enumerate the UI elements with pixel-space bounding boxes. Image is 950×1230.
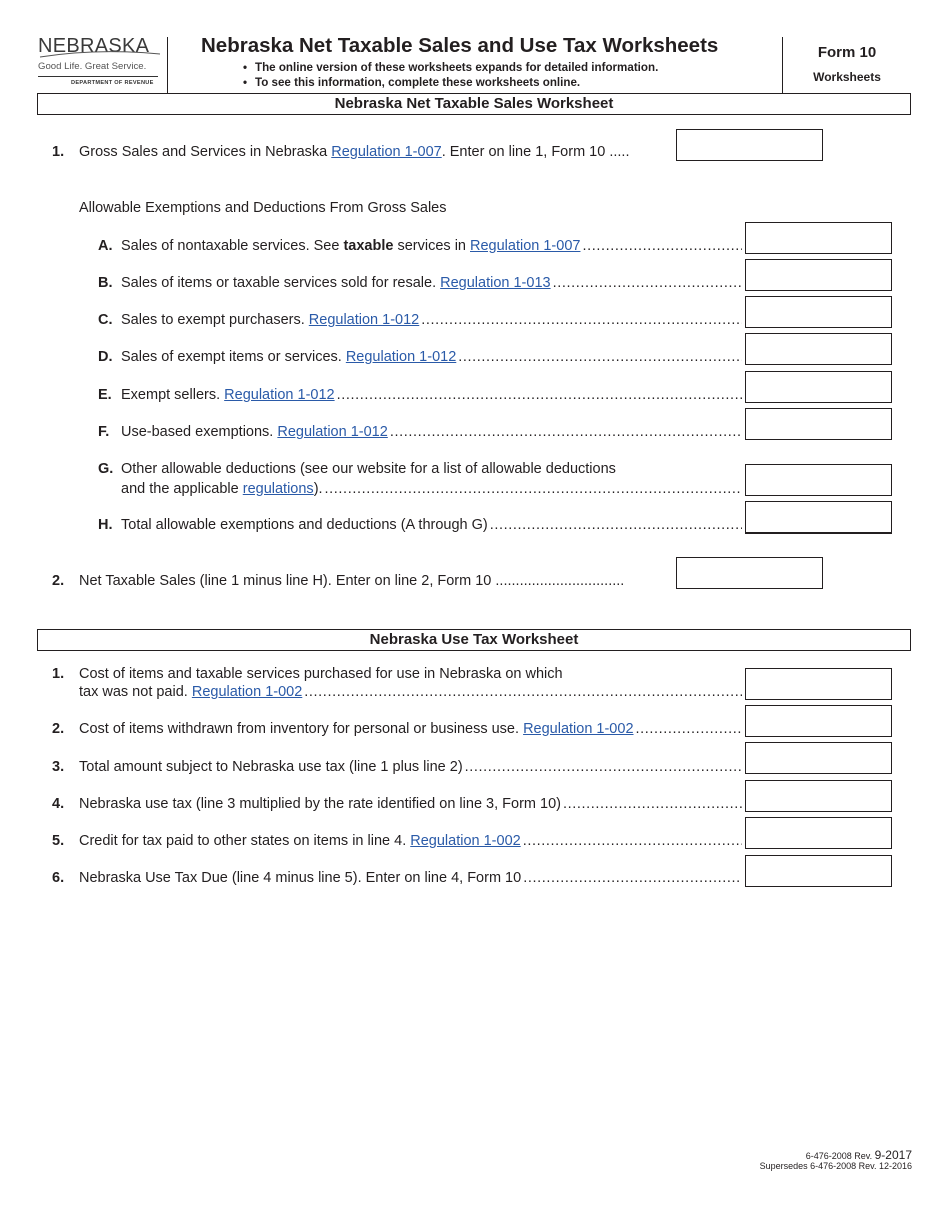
- revision-date: 9-2017: [874, 1148, 912, 1162]
- form-revision: [806, 1148, 912, 1162]
- leader-dots: [337, 386, 742, 404]
- line-letter: F.: [98, 424, 110, 440]
- exemption-line-g: [98, 460, 742, 500]
- line-text: ).: [313, 481, 323, 497]
- regulation-link[interactable]: Regulation 1-007: [470, 238, 581, 254]
- regulation-link[interactable]: Regulation 1-002: [410, 833, 521, 849]
- logo-swoosh-icon: [38, 49, 162, 59]
- line-text: Cost of items and taxable services purchased for use in Nebraska on which: [79, 666, 563, 682]
- regulation-link[interactable]: Regulation 1-002: [191, 684, 303, 700]
- line-text: Use-based exemptions.: [121, 424, 278, 440]
- logo-rule: [38, 76, 158, 77]
- line-text: Sales to exempt purchasers.: [121, 312, 309, 328]
- line-number: 2.: [52, 721, 65, 737]
- line-text: Total allowable exemptions and deductions (A through G): [121, 517, 488, 533]
- line-text: Net Taxable Sales (line 1 minus line H). Enter on line 2, Form 10 ................................: [79, 573, 625, 589]
- line-number: 1.: [52, 144, 65, 160]
- line-text: Credit for tax paid to other states on items in line 4.: [79, 833, 411, 849]
- use-line-3-input[interactable]: [745, 742, 892, 774]
- leader-dots: [390, 423, 742, 441]
- regulation-link[interactable]: Regulation 1-012: [224, 387, 335, 403]
- use-tax-due-input[interactable]: [745, 855, 892, 887]
- header-notes: [243, 60, 658, 90]
- gross-sales-input[interactable]: [676, 129, 823, 161]
- line-text: Gross Sales and Services in Nebraska: [79, 144, 332, 160]
- exemption-e-input[interactable]: [745, 371, 892, 403]
- line-letter: C.: [98, 312, 113, 328]
- logo-wordmark: NEBRASKA: [38, 35, 150, 57]
- regulation-link[interactable]: Regulation 1-002: [523, 721, 634, 737]
- use-line-5-input[interactable]: [745, 817, 892, 849]
- leader-dots: [636, 720, 742, 738]
- logo-tagline: Good Life. Great Service.: [38, 61, 147, 72]
- header-note: • To see this information, complete these worksheets online.: [243, 75, 658, 90]
- leader-dots: [458, 348, 742, 366]
- exemption-total-input[interactable]: [745, 501, 892, 534]
- line-text-bold: taxable: [343, 238, 394, 254]
- use-worksheet-title: Nebraska Use Tax Worksheet: [37, 629, 911, 651]
- use-line-1-input[interactable]: [745, 668, 892, 700]
- nebraska-logo: [38, 35, 162, 91]
- regulation-link[interactable]: Regulation 1-007: [331, 144, 442, 160]
- form-id: 6-476-2008 Rev.: [805, 1151, 875, 1161]
- line-number: 6.: [52, 870, 65, 886]
- exemption-f-input[interactable]: [745, 408, 892, 440]
- line-text: tax was not paid.: [79, 684, 192, 700]
- regulation-link[interactable]: Regulation 1-013: [440, 275, 551, 291]
- line-letter: H.: [98, 517, 113, 533]
- leader-dots: [490, 516, 742, 534]
- line-text: . Enter on line 1, Form 10 .....: [441, 144, 630, 160]
- form-subtitle: Worksheets: [813, 70, 881, 84]
- regulation-link[interactable]: Regulation 1-012: [345, 349, 457, 365]
- use-line-4-input[interactable]: [745, 780, 892, 812]
- line-text: Exempt sellers.: [121, 387, 225, 403]
- use-line-1: [52, 665, 742, 705]
- regulation-link[interactable]: Regulation 1-012: [308, 312, 420, 328]
- page-title: Nebraska Net Taxable Sales and Use Tax Worksheets: [201, 34, 719, 57]
- leader-dots: [523, 869, 742, 887]
- line-text: Nebraska use tax (line 3 multiplied by the rate identified on line 3, Form 10): [79, 796, 561, 812]
- line-text: Cost of items withdrawn from inventory for personal or business use.: [79, 721, 524, 737]
- net-taxable-sales-input[interactable]: [676, 557, 823, 589]
- exemption-c-input[interactable]: [745, 296, 892, 328]
- leader-dots: [563, 795, 742, 813]
- leader-dots: [553, 274, 742, 292]
- logo-department: DEPARTMENT OF REVENUE: [71, 80, 154, 86]
- line-text: Sales of items or taxable services sold for resale.: [121, 275, 441, 291]
- line-text: Sales of exempt items or services.: [121, 349, 346, 365]
- leader-dots: [523, 832, 742, 850]
- regulation-link[interactable]: Regulation 1-012: [277, 424, 388, 440]
- leader-dots: [325, 480, 742, 498]
- leader-dots: [421, 311, 742, 329]
- line-letter: B.: [98, 275, 113, 291]
- line-letter: G.: [98, 461, 114, 477]
- line-letter: D.: [98, 349, 113, 365]
- header-divider-left: [167, 37, 168, 93]
- line-letter: A.: [98, 238, 113, 254]
- leader-dots: [304, 683, 742, 701]
- line-letter: E.: [98, 387, 112, 403]
- sales-worksheet-title: Nebraska Net Taxable Sales Worksheet: [37, 93, 911, 115]
- supersedes-note: Supersedes 6-476-2008 Rev. 12-2016: [759, 1161, 912, 1171]
- line-number: 3.: [52, 759, 65, 775]
- leader-dots: [582, 237, 742, 255]
- exemptions-heading: Allowable Exemptions and Deductions From Gross Sales: [79, 200, 447, 216]
- exemption-b-input[interactable]: [745, 259, 892, 291]
- line-text: Total amount subject to Nebraska use tax (line 1 plus line 2): [79, 759, 463, 775]
- header-divider-right: [782, 37, 783, 93]
- line-number: 5.: [52, 833, 65, 849]
- line-number: 2.: [52, 573, 65, 589]
- line-text: and the applicable: [121, 481, 243, 497]
- line-text: Sales of nontaxable services. See: [121, 238, 344, 254]
- line-number: 4.: [52, 796, 65, 812]
- use-line-2-input[interactable]: [745, 705, 892, 737]
- exemption-a-input[interactable]: [745, 222, 892, 254]
- regulation-link[interactable]: regulations: [242, 481, 314, 497]
- exemption-d-input[interactable]: [745, 333, 892, 365]
- line-text: Other allowable deductions (see our website for a list of allowable deductions: [121, 461, 616, 477]
- header-note: • The online version of these worksheets expands for detailed information.: [243, 60, 658, 75]
- line-number: 1.: [52, 666, 65, 682]
- leader-dots: [465, 758, 742, 776]
- form-number: Form 10: [817, 44, 877, 61]
- exemption-g-input[interactable]: [745, 464, 892, 496]
- line-text: Nebraska Use Tax Due (line 4 minus line 5). Enter on line 4, Form 10: [79, 870, 522, 886]
- line-text: services in: [393, 238, 471, 254]
